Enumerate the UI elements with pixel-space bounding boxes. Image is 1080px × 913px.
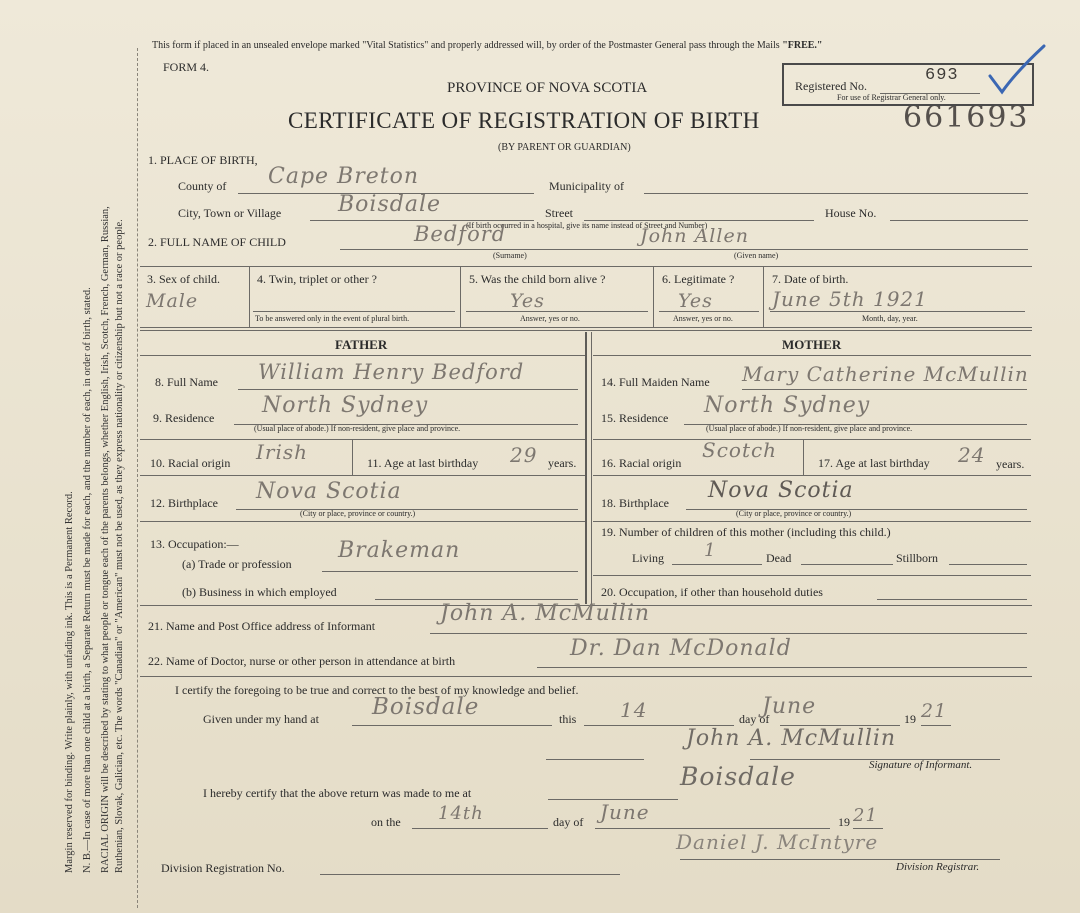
child-given-name-value: John Allen — [640, 225, 749, 247]
on-month-value: June — [600, 800, 650, 824]
father-residence-value: North Sydney — [262, 393, 429, 418]
margin-note-3: RACIAL ORIGIN will be described by stating to what people or tongue each of the parents belongs, whether English, Irish, Scotch, French, German, Russian, — [100, 206, 111, 873]
details-row-bottom — [140, 327, 1032, 328]
blue-checkmark-icon — [986, 42, 1048, 98]
child-surname-value: Bedford — [414, 222, 507, 246]
on-month-line — [595, 828, 830, 829]
mother-age-label: 17. Age at last birthday — [818, 456, 930, 470]
year2-suffix: 21 — [853, 805, 878, 826]
this-label: this — [559, 712, 577, 726]
mother-residence-caption: (Usual place of abode.) If non-resident, give place and province. — [706, 424, 913, 433]
street-label: Street — [545, 206, 573, 220]
father-row-rule-3 — [140, 521, 585, 522]
hereby-certify-label: I hereby certify that the above return was made to me at — [203, 786, 472, 800]
informant-label: 21. Name and Post Office address of Informant — [148, 619, 376, 633]
stillborn-label: Stillborn — [896, 551, 939, 565]
mother-name-line — [742, 389, 1027, 390]
mother-row-rule-3 — [593, 521, 1031, 522]
city-value: Boisdale — [338, 192, 441, 217]
dob-label: 7. Date of birth. — [772, 272, 849, 286]
division-registration-line — [320, 874, 620, 875]
house-no-label: House No. — [825, 206, 877, 220]
father-residence-caption: (Usual place of abode.) If non-resident, give place and province. — [254, 424, 461, 433]
mother-heading-rule — [593, 355, 1031, 356]
twin-label: 4. Twin, triplet or other ? — [257, 272, 377, 286]
father-age-label: 11. Age at last birthday — [367, 456, 479, 470]
county-value: Cape Breton — [268, 164, 420, 189]
year-prefix: 19 — [904, 712, 916, 726]
certificate-title: CERTIFICATE OF REGISTRATION OF BIRTH — [288, 108, 760, 133]
legitimate-value: Yes — [678, 290, 713, 312]
details-divider-4 — [763, 266, 764, 327]
informant-value: John A. McMullin — [440, 601, 651, 626]
sex-label: 3. Sex of child. — [147, 272, 220, 286]
born-alive-value: Yes — [510, 290, 545, 312]
mother-row-rule-4 — [593, 575, 1031, 576]
margin-note-4: Ruthenian, Slovak, Galician, etc. The words "Canadian" or "American" must not be used, as they express nationality or citizenship but not a race or people. — [114, 219, 125, 873]
twin-note: To be answered only in the event of plural birth. — [255, 314, 410, 323]
father-name-line — [238, 389, 578, 390]
dead-label: Dead — [766, 551, 792, 565]
mother-race-label: 16. Racial origin — [601, 456, 682, 470]
mail-note-text: This form if placed in an unsealed envelope marked "Vital Statistics" and properly addressed will, by order of the Postmaster General pass through the Mails — [152, 40, 780, 51]
certificate-subtitle: (BY PARENT OR GUARDIAN) — [498, 142, 631, 153]
mother-occupation-label: 20. Occupation, if other than household duties — [601, 585, 823, 599]
business-line — [375, 599, 578, 600]
this-day-value: 14 — [620, 698, 648, 722]
division-registrar-caption: Division Registrar. — [896, 861, 980, 873]
day-of-label-2: day of — [553, 815, 584, 829]
child-name-label: 2. FULL NAME OF CHILD — [148, 235, 286, 249]
mother-race-value: Scotch — [702, 438, 778, 462]
doctor-label: 22. Name of Doctor, nurse or other person in attendance at birth — [148, 654, 456, 668]
father-age-unit: years. — [548, 456, 577, 470]
doctor-line — [537, 667, 1027, 668]
mother-heading: MOTHER — [782, 337, 842, 352]
registrar-signature-line — [680, 859, 1000, 860]
legitimate-label: 6. Legitimate ? — [662, 272, 735, 286]
registered-number-value: 693 — [925, 66, 959, 85]
on-day-value: 14th — [438, 803, 484, 824]
details-divider-1 — [249, 266, 250, 327]
doctor-value: Dr. Dan McDonald — [570, 636, 792, 661]
born-alive-caption: Answer, yes or no. — [520, 314, 580, 323]
mother-race-divider — [803, 439, 804, 475]
registrar-use-note: For use of Registrar General only. — [837, 93, 946, 102]
father-name-value: William Henry Bedford — [258, 360, 525, 384]
father-birthplace-label: 12. Birthplace — [150, 496, 218, 510]
year2-line — [853, 828, 883, 829]
municipality-label: Municipality of — [549, 179, 624, 193]
mother-birthplace-label: 18. Birthplace — [601, 496, 669, 510]
certification-top-rule — [140, 676, 1032, 677]
dob-caption: Month, day, year. — [862, 314, 918, 323]
dead-line — [801, 564, 893, 565]
father-row-rule-1 — [140, 439, 585, 440]
year-line — [921, 725, 951, 726]
living-line — [672, 564, 762, 565]
registered-number-label: Registered No. — [795, 79, 867, 93]
on-the-label: on the — [371, 815, 401, 829]
margin-notes — [0, 0, 130, 913]
trade-label: (a) Trade or profession — [182, 557, 292, 571]
mail-note-free: "FREE." — [782, 40, 823, 51]
father-residence-label: 9. Residence — [153, 411, 215, 425]
details-divider-3 — [653, 266, 654, 327]
place-of-birth-label: 1. PLACE OF BIRTH, — [148, 153, 258, 167]
mother-age-unit: years. — [996, 457, 1025, 471]
father-heading-rule — [140, 355, 585, 356]
short-divider — [546, 759, 644, 760]
trade-line — [322, 571, 578, 572]
house-no-line — [890, 220, 1028, 221]
street-hospital-note: (If birth occurred in a hospital, give its name instead of Street and Number) — [466, 221, 708, 230]
certify-statement: I certify the foregoing to be true and correct to the best of my knowledge and belief. — [175, 683, 579, 697]
mother-residence-value: North Sydney — [704, 393, 871, 418]
details-row-top — [140, 266, 1032, 267]
dob-line — [770, 311, 1025, 312]
province-heading: PROVINCE OF NOVA SCOTIA — [447, 80, 648, 96]
given-name-caption: (Given name) — [734, 251, 779, 260]
given-place-value: Boisdale — [372, 694, 480, 720]
mother-birthplace-value: Nova Scotia — [708, 478, 854, 503]
twin-line — [253, 311, 455, 312]
mother-name-value: Mary Catherine McMullin — [742, 362, 1029, 386]
children-count-label: 19. Number of children of this mother (including this child.) — [601, 525, 891, 539]
given-under-hand-label: Given under my hand at — [203, 712, 319, 726]
mail-note — [152, 40, 822, 51]
year2-prefix: 19 — [838, 815, 850, 829]
informant-signature: John A. McMullin — [686, 726, 897, 751]
on-day-line — [412, 828, 548, 829]
signature-caption: Signature of Informant. — [869, 759, 973, 771]
living-label: Living — [632, 551, 664, 565]
legitimate-caption: Answer, yes or no. — [673, 314, 733, 323]
child-name-line — [340, 249, 1028, 250]
father-birthplace-value: Nova Scotia — [256, 479, 402, 504]
margin-note-2: N. B.—In case of more than one child at a birth, a Separate Return must be made for each, and the number of each, in order of birth, stated. — [82, 287, 93, 873]
mother-birthplace-caption: (City or place, province or country.) — [736, 509, 852, 518]
details-divider-2 — [460, 266, 461, 327]
born-alive-label: 5. Was the child born alive ? — [469, 272, 606, 286]
mother-row-rule-2 — [593, 475, 1031, 476]
father-birthplace-caption: (City or place, province or country.) — [300, 509, 416, 518]
registrar-signature: Daniel J. McIntyre — [676, 830, 879, 854]
surname-caption: (Surname) — [493, 251, 527, 260]
stillborn-line — [949, 564, 1027, 565]
father-heading: FATHER — [335, 337, 388, 352]
trade-value: Brakeman — [338, 538, 461, 563]
father-mother-divider — [585, 332, 587, 604]
mother-residence-label: 15. Residence — [601, 411, 669, 425]
mother-row-rule-1 — [593, 439, 1031, 440]
given-place-line — [352, 725, 552, 726]
county-label: County of — [178, 179, 227, 193]
parents-box-top — [140, 330, 1032, 331]
informant-place-signature: Boisdale — [680, 762, 796, 791]
father-mother-divider-inner — [591, 332, 592, 604]
binding-margin-line — [137, 48, 138, 908]
mother-name-label: 14. Full Maiden Name — [601, 375, 710, 389]
city-label: City, Town or Village — [178, 206, 282, 220]
mother-occupation-line — [877, 599, 1027, 600]
informant-line — [430, 633, 1027, 634]
father-race-divider — [352, 439, 353, 475]
month-value: June — [762, 694, 817, 719]
municipality-line — [644, 193, 1028, 194]
father-race-label: 10. Racial origin — [150, 456, 231, 470]
sex-value: Male — [146, 290, 199, 312]
handwritten-certificate-number: 661693 — [903, 100, 1030, 135]
year-suffix: 21 — [921, 700, 948, 722]
mother-age-value: 24 — [958, 443, 986, 467]
form-number: FORM 4. — [163, 60, 210, 74]
legitimate-line — [659, 311, 759, 312]
business-label: (b) Business in which employed — [182, 585, 337, 599]
father-name-label: 8. Full Name — [155, 375, 218, 389]
margin-note-1: Margin reserved for binding. Write plainly, with unfading ink. This is a Permanent Record. — [64, 491, 75, 873]
father-occupation-label: 13. Occupation:— — [150, 537, 239, 551]
division-registration-label: Division Registration No. — [161, 861, 285, 875]
born-alive-line — [466, 311, 648, 312]
father-race-value: Irish — [256, 440, 309, 464]
dob-value: June 5th 1921 — [772, 287, 928, 311]
father-age-value: 29 — [510, 443, 538, 467]
father-row-rule-2 — [140, 475, 585, 476]
day-of-label: day of — [739, 712, 770, 726]
living-value: 1 — [704, 540, 717, 561]
